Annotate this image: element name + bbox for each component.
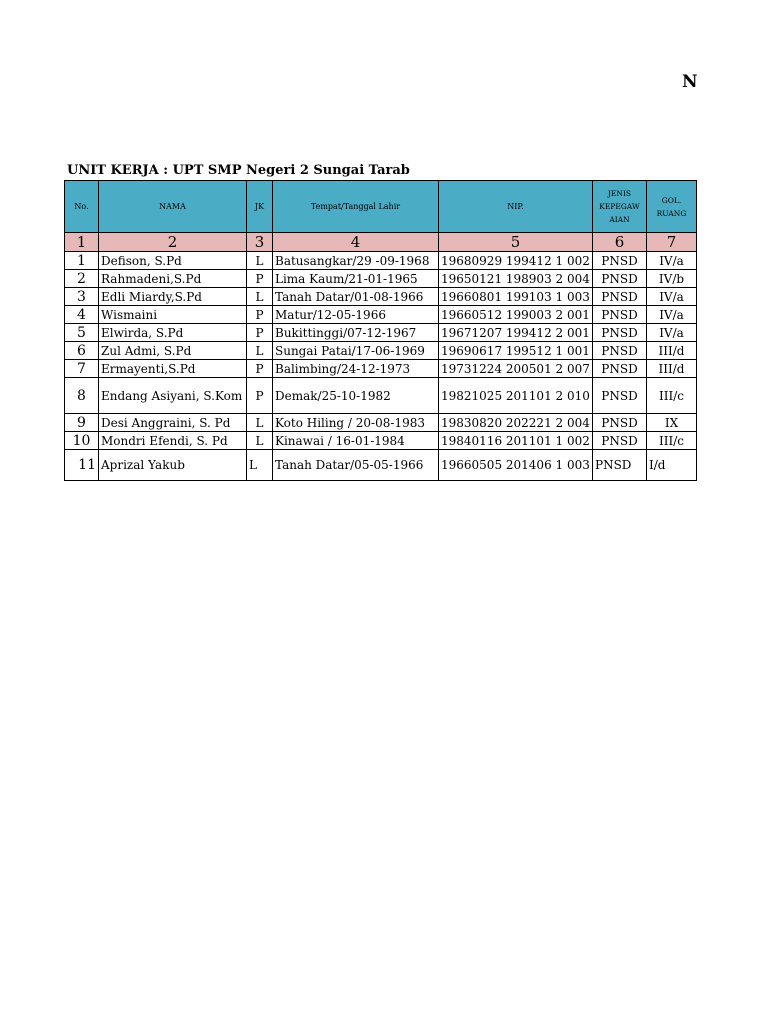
index-cell: 7	[647, 233, 697, 252]
cell-jenis-kepegawaian: PNSD	[593, 306, 647, 324]
cell-no: 10	[65, 432, 99, 450]
cell-tempat-tanggal-lahir: Matur/12-05-1966	[273, 306, 439, 324]
cell-nama: Mondri Efendi, S. Pd	[99, 432, 247, 450]
cell-tempat-tanggal-lahir: Bukittinggi/07-12-1967	[273, 324, 439, 342]
cell-tempat-tanggal-lahir: Kinawai / 16-01-1984	[273, 432, 439, 450]
cell-nama: Desi Anggraini, S. Pd	[99, 414, 247, 432]
cell-nip: 19821025 201101 2 010	[439, 378, 593, 414]
cell-tempat-tanggal-lahir: Lima Kaum/21-01-1965	[273, 270, 439, 288]
cell-nama: Edli Miardy,S.Pd	[99, 288, 247, 306]
table-row	[65, 414, 697, 432]
cell-no: 11	[65, 450, 99, 481]
cell-no: 8	[65, 378, 99, 414]
cell-nip: 19650121 198903 2 004	[439, 270, 593, 288]
cell-jk: L	[247, 252, 273, 270]
cell-gol-ruang: III/d	[647, 342, 697, 360]
cell-jk: L	[247, 432, 273, 450]
cell-tempat-tanggal-lahir: Balimbing/24-12-1973	[273, 360, 439, 378]
header-nip: NIP.	[439, 181, 593, 233]
unit-kerja-label: UNIT KERJA : UPT SMP Negeri 2 Sungai Tarab	[67, 163, 410, 178]
cell-nip: 19680929 199412 1 002	[439, 252, 593, 270]
column-index-row	[65, 233, 697, 252]
cell-no: 5	[65, 324, 99, 342]
cell-nama: Aprizal Yakub	[99, 450, 247, 481]
cell-no: 2	[65, 270, 99, 288]
cell-tempat-tanggal-lahir: Batusangkar/29 -09-1968	[273, 252, 439, 270]
cell-jk: P	[247, 270, 273, 288]
cell-jenis-kepegawaian: PNSD	[593, 360, 647, 378]
table-row	[65, 252, 697, 270]
cell-nip: 19731224 200501 2 007	[439, 360, 593, 378]
header-gol-ruang: GOL. RUANG	[647, 181, 697, 233]
cell-tempat-tanggal-lahir: Koto Hiling / 20-08-1983	[273, 414, 439, 432]
cell-nama: Rahmadeni,S.Pd	[99, 270, 247, 288]
header-no: No.	[65, 181, 99, 233]
index-cell: 3	[247, 233, 273, 252]
cell-nip: 19690617 199512 1 001	[439, 342, 593, 360]
index-cell: 4	[273, 233, 439, 252]
table-row	[65, 270, 697, 288]
cell-jk: L	[247, 414, 273, 432]
cell-jk: L	[247, 342, 273, 360]
cell-jk: P	[247, 324, 273, 342]
document-title-fragment: N	[682, 72, 698, 92]
cell-nama: Defison, S.Pd	[99, 252, 247, 270]
cell-jk: P	[247, 306, 273, 324]
cell-jk: P	[247, 360, 273, 378]
cell-gol-ruang: III/c	[647, 432, 697, 450]
cell-no: 4	[65, 306, 99, 324]
cell-jenis-kepegawaian: PNSD	[593, 450, 647, 481]
cell-jk: P	[247, 378, 273, 414]
cell-nip: 19840116 201101 1 002	[439, 432, 593, 450]
table-row	[65, 432, 697, 450]
cell-jk: L	[247, 288, 273, 306]
cell-nama: Ermayenti,S.Pd	[99, 360, 247, 378]
cell-tempat-tanggal-lahir: Demak/25-10-1982	[273, 378, 439, 414]
cell-gol-ruang: IV/a	[647, 288, 697, 306]
cell-tempat-tanggal-lahir: Tanah Datar/05-05-1966	[273, 450, 439, 481]
cell-tempat-tanggal-lahir: Tanah Datar/01-08-1966	[273, 288, 439, 306]
cell-jenis-kepegawaian: PNSD	[593, 414, 647, 432]
cell-nip: 19671207 199412 2 001	[439, 324, 593, 342]
cell-nip: 19660512 199003 2 001	[439, 306, 593, 324]
cell-gol-ruang: III/d	[647, 360, 697, 378]
staff-table	[64, 180, 697, 481]
cell-gol-ruang: IV/a	[647, 252, 697, 270]
table-row	[65, 378, 697, 414]
table-row	[65, 306, 697, 324]
table-row	[65, 450, 697, 481]
cell-nama: Zul Admi, S.Pd	[99, 342, 247, 360]
cell-jenis-kepegawaian: PNSD	[593, 288, 647, 306]
cell-gol-ruang: I/d	[647, 450, 697, 481]
cell-jenis-kepegawaian: PNSD	[593, 252, 647, 270]
cell-jenis-kepegawaian: PNSD	[593, 378, 647, 414]
cell-gol-ruang: IV/a	[647, 306, 697, 324]
cell-jenis-kepegawaian: PNSD	[593, 270, 647, 288]
header-ttl: Tempat/Tanggal Lahir	[273, 181, 439, 233]
cell-jk: L	[247, 450, 273, 481]
cell-gol-ruang: IX	[647, 414, 697, 432]
table-header-row	[65, 181, 697, 233]
index-cell: 5	[439, 233, 593, 252]
index-cell: 1	[65, 233, 99, 252]
cell-gol-ruang: III/c	[647, 378, 697, 414]
cell-no: 3	[65, 288, 99, 306]
cell-nip: 19660801 199103 1 003	[439, 288, 593, 306]
table-row	[65, 342, 697, 360]
cell-nip: 19830820 202221 2 004	[439, 414, 593, 432]
cell-nama: Elwirda, S.Pd	[99, 324, 247, 342]
cell-gol-ruang: IV/a	[647, 324, 697, 342]
cell-jenis-kepegawaian: PNSD	[593, 432, 647, 450]
header-jk: JK	[247, 181, 273, 233]
header-jenis-kepegawaian: JENIS KEPEGAW AIAN	[593, 181, 647, 233]
cell-no: 6	[65, 342, 99, 360]
cell-jenis-kepegawaian: PNSD	[593, 342, 647, 360]
header-nama: NAMA	[99, 181, 247, 233]
index-cell: 2	[99, 233, 247, 252]
cell-nama: Endang Asiyani, S.Kom	[99, 378, 247, 414]
cell-no: 9	[65, 414, 99, 432]
cell-tempat-tanggal-lahir: Sungai Patai/17-06-1969	[273, 342, 439, 360]
table-row	[65, 360, 697, 378]
cell-nip: 19660505 201406 1 003	[439, 450, 593, 481]
cell-jenis-kepegawaian: PNSD	[593, 324, 647, 342]
cell-nama: Wismaini	[99, 306, 247, 324]
cell-no: 7	[65, 360, 99, 378]
cell-gol-ruang: IV/b	[647, 270, 697, 288]
table-row	[65, 288, 697, 306]
index-cell: 6	[593, 233, 647, 252]
cell-no: 1	[65, 252, 99, 270]
table-row	[65, 324, 697, 342]
